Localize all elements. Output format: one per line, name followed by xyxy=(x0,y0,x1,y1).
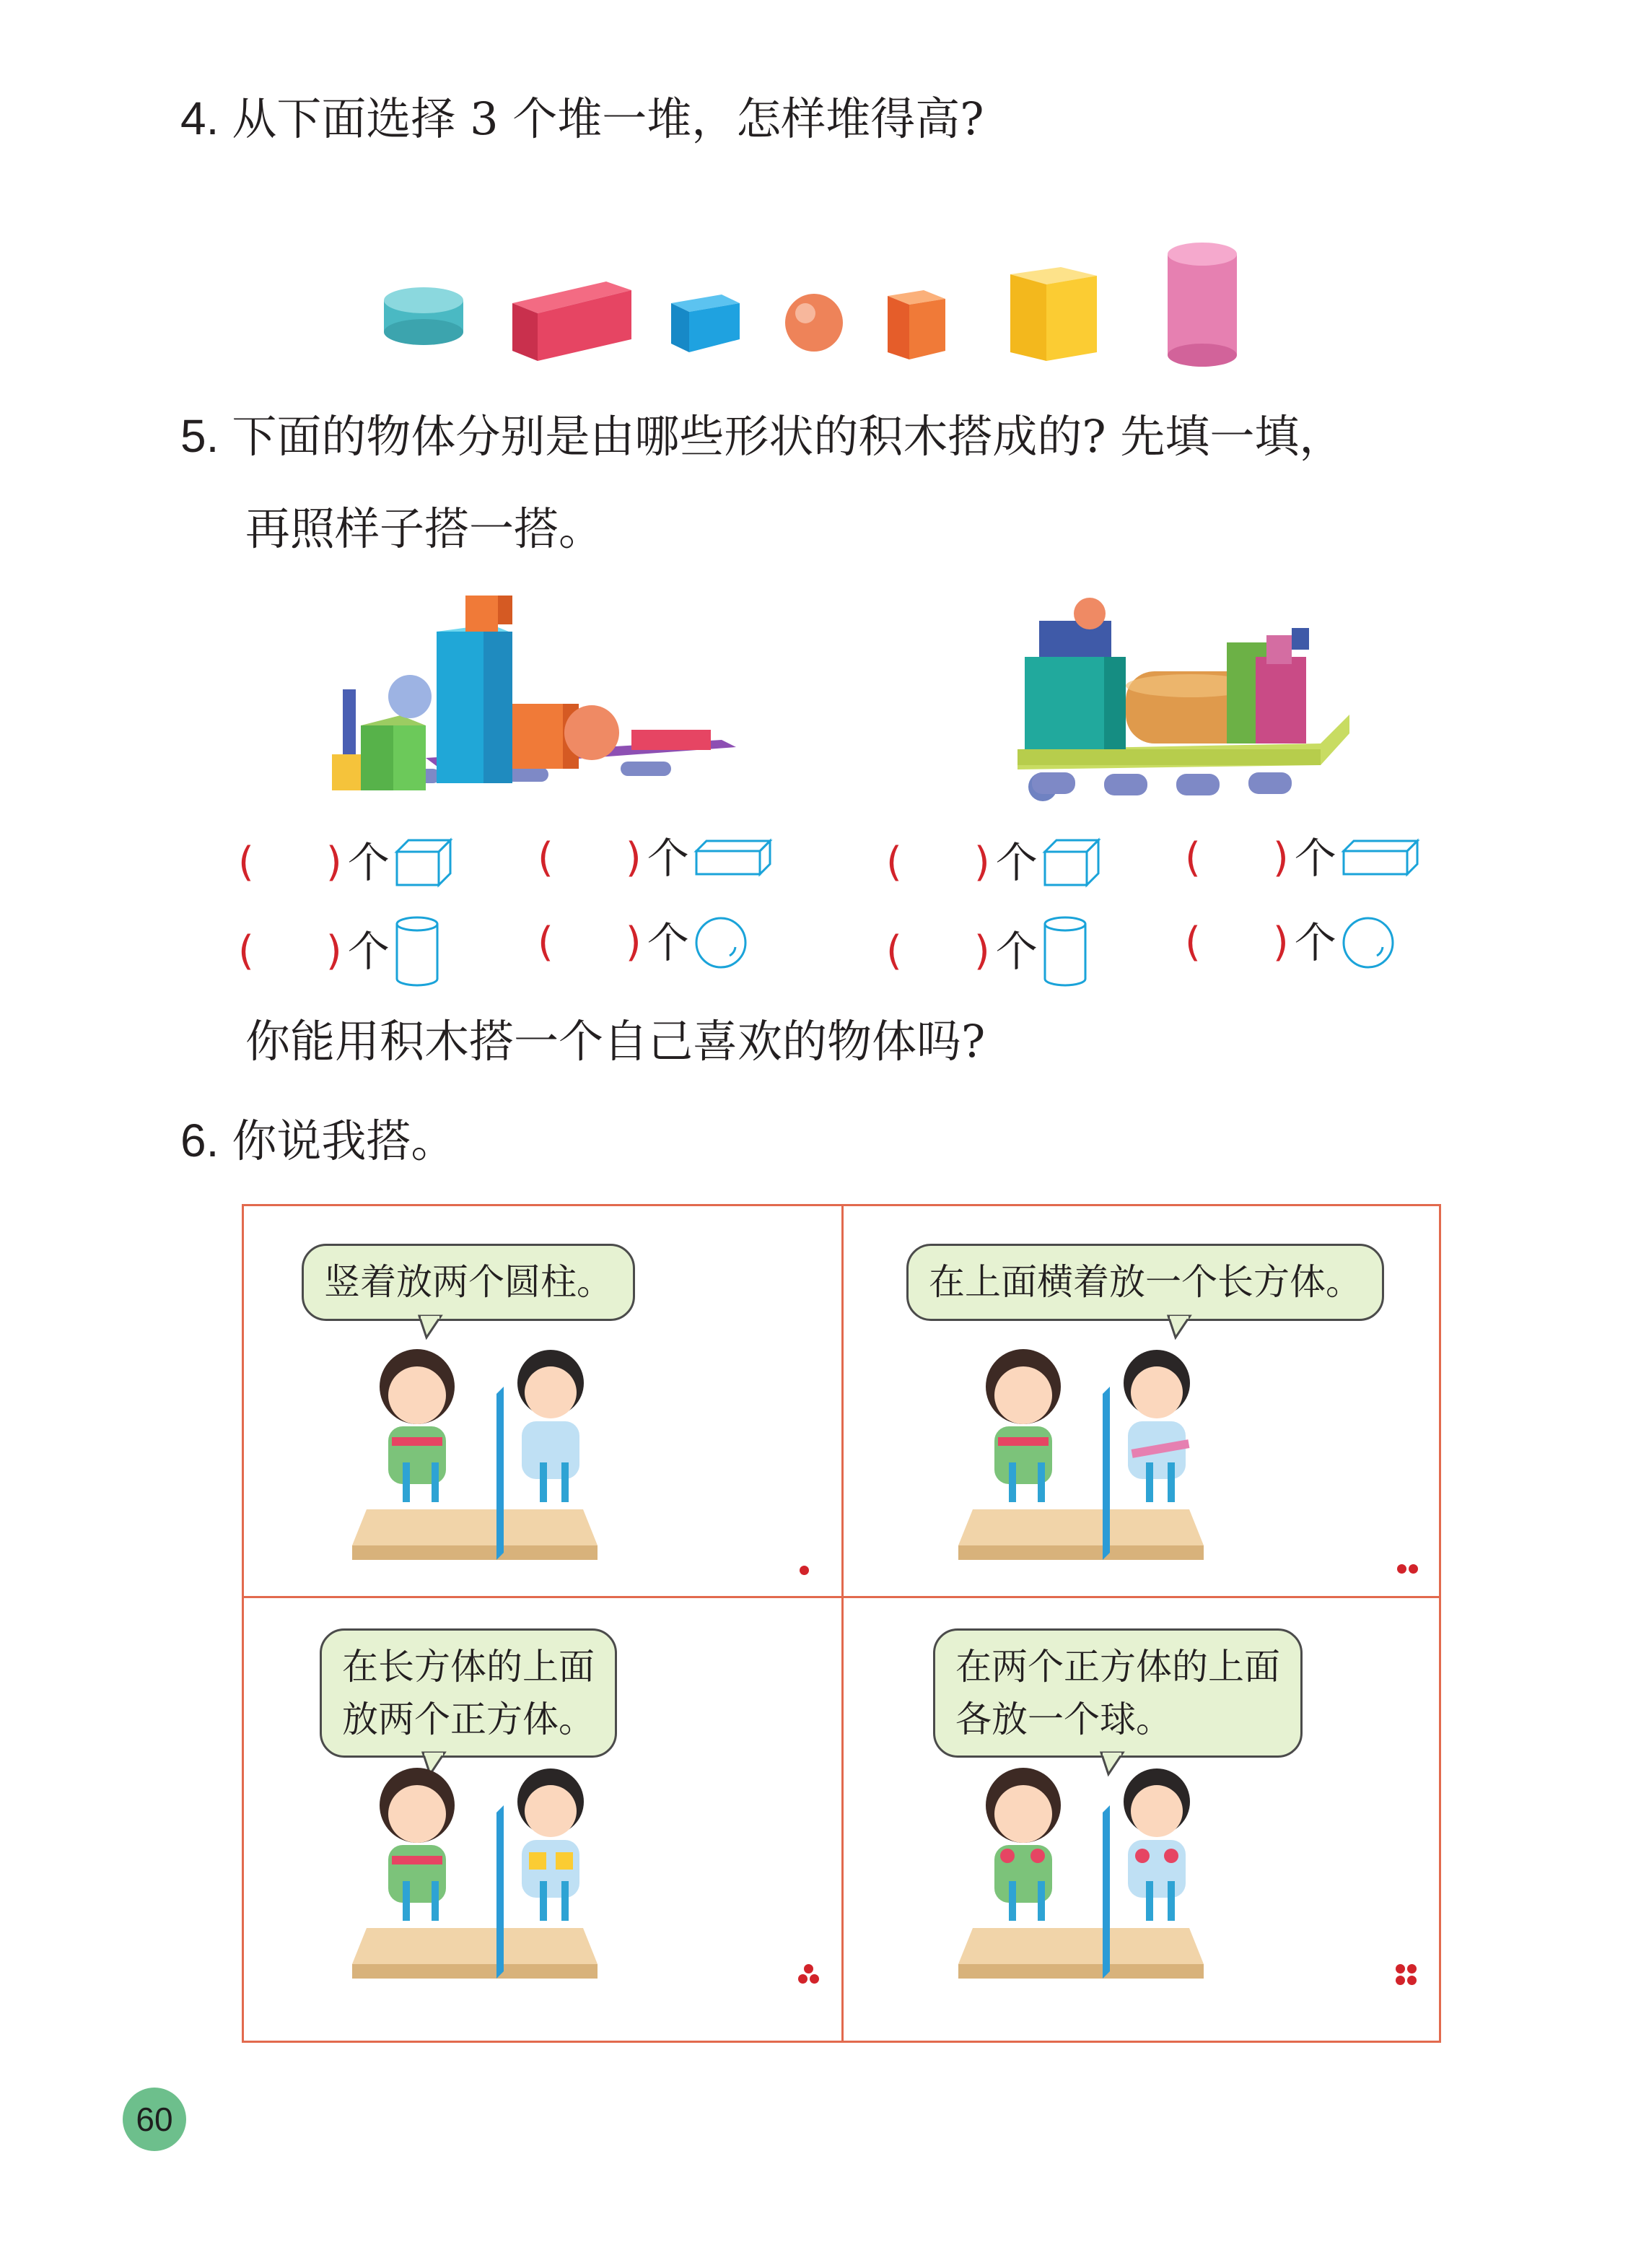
sphere-icon xyxy=(1341,915,1396,970)
fill-sphere-right: ( ) 个 xyxy=(1185,915,1396,970)
orange-cube-icon xyxy=(888,290,945,359)
block-structure-right xyxy=(1010,592,1357,808)
flat-cylinder-icon xyxy=(384,287,463,345)
cylinder-icon xyxy=(1042,915,1088,987)
question-number: 6. xyxy=(180,1115,219,1166)
fill-cylinder-left: ( ) 个 xyxy=(238,915,440,987)
sphere-icon xyxy=(693,915,748,970)
question-text: 下面的物体分别是由哪些形状的积木搭成的? 先填一填， xyxy=(232,410,1344,463)
blue-cuboid-icon xyxy=(671,295,740,352)
q4-shapes xyxy=(375,238,1256,383)
question-number: 4. xyxy=(180,92,219,144)
fill-cube-right: ( ) 个 xyxy=(886,837,1101,888)
question-5-line2: 再照样子搭一搭。 xyxy=(245,502,604,555)
kids-building-scene-3 xyxy=(352,1762,612,1993)
bubble-text: 竖着放两个圆柱。 xyxy=(324,1261,613,1303)
kids-building-scene-2 xyxy=(958,1329,1218,1574)
question-5-extra: 你能用积木搭一个自己喜欢的物体吗? xyxy=(245,1015,986,1068)
tall-cylinder-icon xyxy=(1168,243,1237,367)
yellow-cube-icon xyxy=(1010,267,1097,361)
question-5 xyxy=(180,410,1344,463)
speech-bubble-4 xyxy=(933,1628,1303,1758)
divider xyxy=(244,1596,1439,1598)
bubble-text: 放两个正方体。 xyxy=(342,1698,595,1740)
speech-bubble-3 xyxy=(320,1628,617,1758)
speech-bubble-2 xyxy=(906,1244,1384,1321)
speech-bubble-1 xyxy=(302,1244,635,1321)
fill-cuboid-left: ( ) 个 xyxy=(538,837,773,879)
question-number: 5. xyxy=(180,410,219,462)
cuboid-icon xyxy=(1341,838,1420,878)
page-number: 60 xyxy=(136,2101,173,2138)
divider xyxy=(841,1206,844,2041)
cube-icon xyxy=(394,837,453,888)
bubble-text: 各放一个球。 xyxy=(955,1698,1172,1740)
cuboid-icon xyxy=(693,838,773,878)
fill-cube-left: ( ) 个 xyxy=(238,837,453,888)
question-4 xyxy=(180,92,984,145)
long-cuboid-icon xyxy=(512,282,631,361)
fill-sphere-left: ( ) 个 xyxy=(538,915,748,970)
bubble-text: 在长方体的上面 xyxy=(342,1646,595,1688)
question-text: 从下面选择 3 个堆一堆，怎样堆得高? xyxy=(232,92,984,145)
panel-grid xyxy=(242,1204,1441,2043)
question-text: 你说我搭。 xyxy=(232,1115,456,1167)
block-structure-left xyxy=(318,588,743,805)
kids-building-scene-4 xyxy=(958,1762,1218,1993)
cylinder-icon xyxy=(394,915,440,987)
bubble-text: 在上面横着放一个长方体。 xyxy=(929,1261,1362,1303)
kids-building-scene-1 xyxy=(352,1329,612,1574)
cube-icon xyxy=(1042,837,1101,888)
fill-cylinder-right: ( ) 个 xyxy=(886,915,1088,987)
page-number-badge xyxy=(123,2088,186,2151)
bubble-text: 在两个正方体的上面 xyxy=(955,1646,1280,1688)
fill-cuboid-right: ( ) 个 xyxy=(1185,837,1420,879)
question-6 xyxy=(180,1115,456,1167)
ball-icon xyxy=(785,294,843,352)
